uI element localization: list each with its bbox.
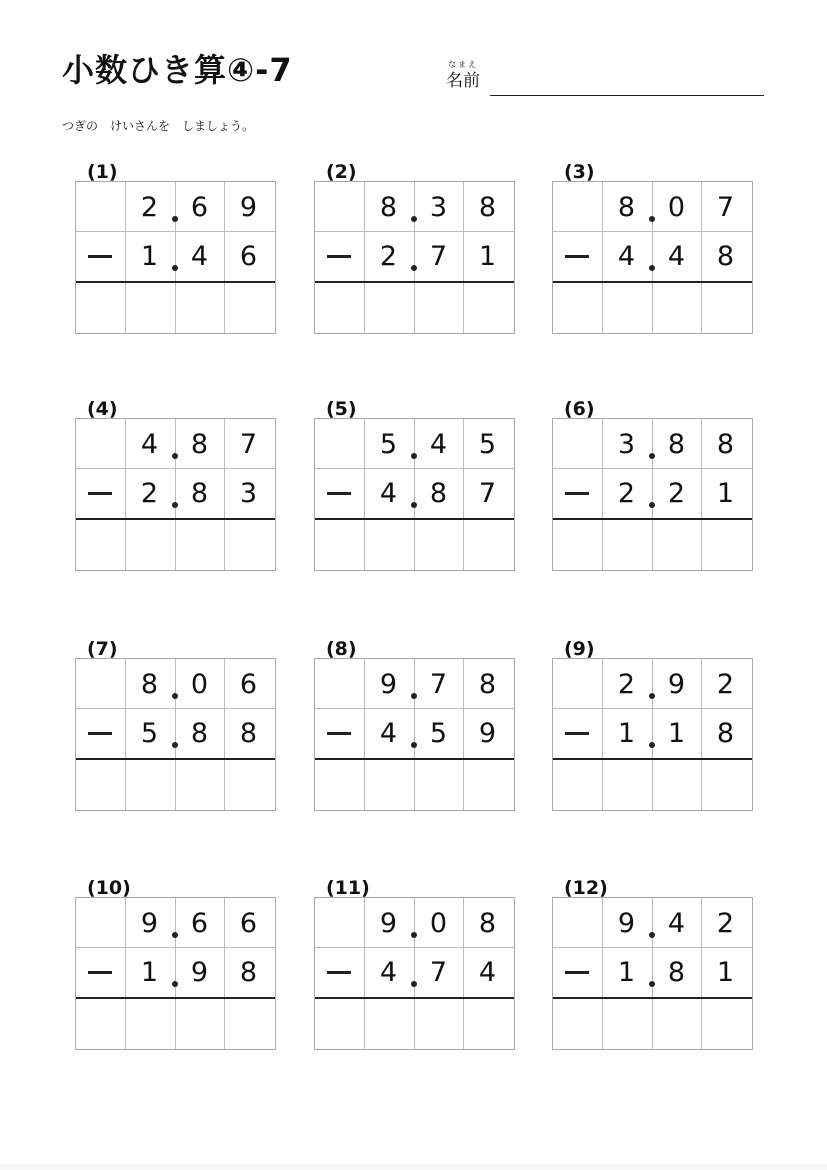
problem-label: (11) <box>326 877 370 899</box>
answer-cell[interactable] <box>603 760 652 809</box>
subtrahend-digit: 1 <box>716 478 735 509</box>
subtrahend-digit: 4 <box>667 241 686 272</box>
subtrahend-digit: 1 <box>617 957 636 988</box>
name-ruby: なまえ <box>448 60 478 69</box>
answer-cell[interactable] <box>414 999 463 1048</box>
problem-grid <box>552 418 753 571</box>
decimal-point <box>411 453 417 459</box>
decimal-point <box>172 981 178 987</box>
subtrahend-digit: 4 <box>379 478 398 509</box>
problem-label: (3) <box>564 161 595 183</box>
minus-sign <box>88 492 112 495</box>
answer-cell[interactable] <box>652 999 701 1048</box>
minus-sign <box>565 732 589 735</box>
answer-cell[interactable] <box>652 520 701 569</box>
problem-label: (5) <box>326 398 357 420</box>
minuend-digit: 5 <box>379 429 398 460</box>
minuend-digit: 7 <box>429 669 448 700</box>
minuend-digit: 2 <box>716 908 735 939</box>
decimal-point <box>172 932 178 938</box>
minus-sign <box>88 971 112 974</box>
minuend-digit: 8 <box>716 429 735 460</box>
decimal-point <box>172 453 178 459</box>
answer-cell[interactable] <box>365 760 414 809</box>
answer-cell[interactable] <box>414 283 463 332</box>
minuend-digit: 8 <box>379 192 398 223</box>
subtrahend-digit: 6 <box>239 241 258 272</box>
answer-cell[interactable] <box>652 283 701 332</box>
minuend-digit: 2 <box>716 669 735 700</box>
subtrahend-digit: 4 <box>617 241 636 272</box>
worksheet-title: 小数ひき算④-7 <box>62 51 293 89</box>
answer-cell[interactable] <box>464 520 513 569</box>
answer-cell[interactable] <box>225 999 274 1048</box>
subtrahend-digit: 4 <box>379 957 398 988</box>
minuend-digit: 6 <box>190 192 209 223</box>
minuend-digit: 0 <box>667 192 686 223</box>
answer-cell[interactable] <box>76 283 125 332</box>
minus-sign <box>327 255 351 258</box>
subtrahend-digit: 7 <box>429 957 448 988</box>
decimal-point <box>649 265 655 271</box>
minuend-digit: 9 <box>140 908 159 939</box>
minuend-digit: 9 <box>239 192 258 223</box>
problem-grid <box>314 658 515 811</box>
answer-cell[interactable] <box>603 999 652 1048</box>
answer-cell[interactable] <box>225 283 274 332</box>
answer-cell[interactable] <box>175 999 224 1048</box>
minuend-digit: 2 <box>617 669 636 700</box>
subtrahend-digit: 1 <box>140 241 159 272</box>
minuend-digit: 8 <box>617 192 636 223</box>
decimal-point <box>649 981 655 987</box>
answer-cell[interactable] <box>225 760 274 809</box>
minuend-digit: 9 <box>379 669 398 700</box>
subtrahend-digit: 9 <box>190 957 209 988</box>
minus-sign <box>565 971 589 974</box>
answer-cell[interactable] <box>76 520 125 569</box>
minuend-digit: 8 <box>190 429 209 460</box>
problem-10 <box>75 876 275 1066</box>
answer-cell[interactable] <box>315 760 364 809</box>
answer-cell[interactable] <box>464 760 513 809</box>
answer-cell[interactable] <box>365 999 414 1048</box>
subtrahend-digit: 1 <box>478 241 497 272</box>
subtrahend-digit: 7 <box>429 241 448 272</box>
subtrahend-digit: 4 <box>190 241 209 272</box>
decimal-point <box>172 502 178 508</box>
answer-cell[interactable] <box>126 283 175 332</box>
decimal-point <box>411 265 417 271</box>
decimal-point <box>172 693 178 699</box>
answer-cell[interactable] <box>76 999 125 1048</box>
problem-label: (7) <box>87 638 118 660</box>
minuend-digit: 7 <box>716 192 735 223</box>
minuend-digit: 8 <box>478 192 497 223</box>
decimal-point <box>649 502 655 508</box>
minuend-digit: 6 <box>190 908 209 939</box>
decimal-point <box>649 693 655 699</box>
minus-sign <box>565 492 589 495</box>
minuend-digit: 0 <box>190 669 209 700</box>
decimal-point <box>411 693 417 699</box>
answer-cell[interactable] <box>414 760 463 809</box>
answer-cell[interactable] <box>126 999 175 1048</box>
subtrahend-digit: 3 <box>239 478 258 509</box>
subtrahend-digit: 4 <box>478 957 497 988</box>
answer-cell[interactable] <box>76 760 125 809</box>
decimal-point <box>649 742 655 748</box>
minus-sign <box>327 492 351 495</box>
decimal-point <box>649 932 655 938</box>
problem-4 <box>75 397 275 587</box>
problem-label: (2) <box>326 161 357 183</box>
decimal-point <box>411 502 417 508</box>
problem-11 <box>314 876 514 1066</box>
minuend-digit: 3 <box>429 192 448 223</box>
answer-cell[interactable] <box>702 999 751 1048</box>
subtrahend-digit: 5 <box>140 718 159 749</box>
minuend-digit: 9 <box>667 669 686 700</box>
decimal-point <box>411 742 417 748</box>
answer-cell[interactable] <box>315 999 364 1048</box>
minuend-digit: 4 <box>429 429 448 460</box>
problem-12 <box>552 876 752 1066</box>
answer-cell[interactable] <box>365 520 414 569</box>
answer-cell[interactable] <box>553 283 602 332</box>
problem-grid <box>75 181 276 334</box>
subtrahend-digit: 5 <box>429 718 448 749</box>
answer-cell[interactable] <box>126 760 175 809</box>
subtrahend-digit: 9 <box>478 718 497 749</box>
minuend-digit: 9 <box>379 908 398 939</box>
answer-cell[interactable] <box>553 999 602 1048</box>
minuend-digit: 3 <box>617 429 636 460</box>
problem-grid <box>314 897 515 1050</box>
decimal-point <box>649 453 655 459</box>
answer-cell[interactable] <box>702 520 751 569</box>
minus-sign <box>327 971 351 974</box>
subtrahend-digit: 2 <box>140 478 159 509</box>
answer-cell[interactable] <box>315 283 364 332</box>
problem-label: (1) <box>87 161 118 183</box>
problem-6 <box>552 397 752 587</box>
subtrahend-digit: 1 <box>667 718 686 749</box>
answer-cell[interactable] <box>315 520 364 569</box>
subtrahend-digit: 8 <box>716 241 735 272</box>
answer-cell[interactable] <box>553 520 602 569</box>
minuend-digit: 4 <box>140 429 159 460</box>
answer-cell[interactable] <box>365 283 414 332</box>
minuend-digit: 2 <box>140 192 159 223</box>
problem-grid <box>552 897 753 1050</box>
problem-label: (6) <box>564 398 595 420</box>
minuend-digit: 8 <box>478 669 497 700</box>
problem-grid <box>552 658 753 811</box>
minuend-digit: 5 <box>478 429 497 460</box>
decimal-point <box>172 265 178 271</box>
decimal-point <box>411 981 417 987</box>
problem-label: (10) <box>87 877 131 899</box>
minuend-digit: 8 <box>478 908 497 939</box>
decimal-point <box>411 216 417 222</box>
answer-cell[interactable] <box>225 520 274 569</box>
problem-1 <box>75 160 275 350</box>
subtrahend-digit: 8 <box>716 718 735 749</box>
problem-grid <box>314 181 515 334</box>
subtrahend-digit: 8 <box>429 478 448 509</box>
name-label: 名前 <box>446 71 480 91</box>
minuend-digit: 6 <box>239 908 258 939</box>
decimal-point <box>649 216 655 222</box>
problem-3 <box>552 160 752 350</box>
answer-cell[interactable] <box>126 520 175 569</box>
answer-cell[interactable] <box>175 520 224 569</box>
minuend-digit: 7 <box>239 429 258 460</box>
answer-cell[interactable] <box>464 999 513 1048</box>
subtrahend-digit: 2 <box>617 478 636 509</box>
answer-cell[interactable] <box>603 520 652 569</box>
subtrahend-digit: 4 <box>379 718 398 749</box>
minus-sign <box>327 732 351 735</box>
instruction-text: つぎの けいさんを しましょう。 <box>62 119 255 133</box>
subtrahend-digit: 2 <box>379 241 398 272</box>
problem-5 <box>314 397 514 587</box>
subtrahend-digit: 8 <box>667 957 686 988</box>
problem-2 <box>314 160 514 350</box>
problem-grid <box>75 897 276 1050</box>
minuend-digit: 9 <box>617 908 636 939</box>
decimal-point <box>411 932 417 938</box>
problem-label: (12) <box>564 877 608 899</box>
minus-sign <box>565 255 589 258</box>
answer-cell[interactable] <box>414 520 463 569</box>
problem-label: (8) <box>326 638 357 660</box>
subtrahend-digit: 8 <box>239 957 258 988</box>
minuend-digit: 0 <box>429 908 448 939</box>
answer-cell[interactable] <box>702 283 751 332</box>
answer-cell[interactable] <box>464 283 513 332</box>
problem-grid <box>75 658 276 811</box>
minuend-digit: 4 <box>667 908 686 939</box>
subtrahend-digit: 8 <box>190 478 209 509</box>
decimal-point <box>172 742 178 748</box>
minus-sign <box>88 732 112 735</box>
problem-label: (4) <box>87 398 118 420</box>
minuend-digit: 8 <box>667 429 686 460</box>
subtrahend-digit: 8 <box>239 718 258 749</box>
answer-cell[interactable] <box>175 283 224 332</box>
problem-grid <box>552 181 753 334</box>
subtrahend-digit: 2 <box>667 478 686 509</box>
problem-grid <box>75 418 276 571</box>
problem-label: (9) <box>564 638 595 660</box>
problem-grid <box>314 418 515 571</box>
problem-9 <box>552 637 752 827</box>
minus-sign <box>88 255 112 258</box>
page-footer-strip <box>0 1164 827 1170</box>
answer-cell[interactable] <box>702 760 751 809</box>
answer-cell[interactable] <box>553 760 602 809</box>
subtrahend-digit: 1 <box>617 718 636 749</box>
subtrahend-digit: 8 <box>190 718 209 749</box>
minuend-digit: 8 <box>140 669 159 700</box>
subtrahend-digit: 7 <box>478 478 497 509</box>
subtrahend-digit: 1 <box>716 957 735 988</box>
minuend-digit: 6 <box>239 669 258 700</box>
name-write-line[interactable] <box>490 95 764 96</box>
problem-7 <box>75 637 275 827</box>
answer-cell[interactable] <box>652 760 701 809</box>
answer-cell[interactable] <box>603 283 652 332</box>
problem-8 <box>314 637 514 827</box>
subtrahend-digit: 1 <box>140 957 159 988</box>
answer-cell[interactable] <box>175 760 224 809</box>
decimal-point <box>172 216 178 222</box>
